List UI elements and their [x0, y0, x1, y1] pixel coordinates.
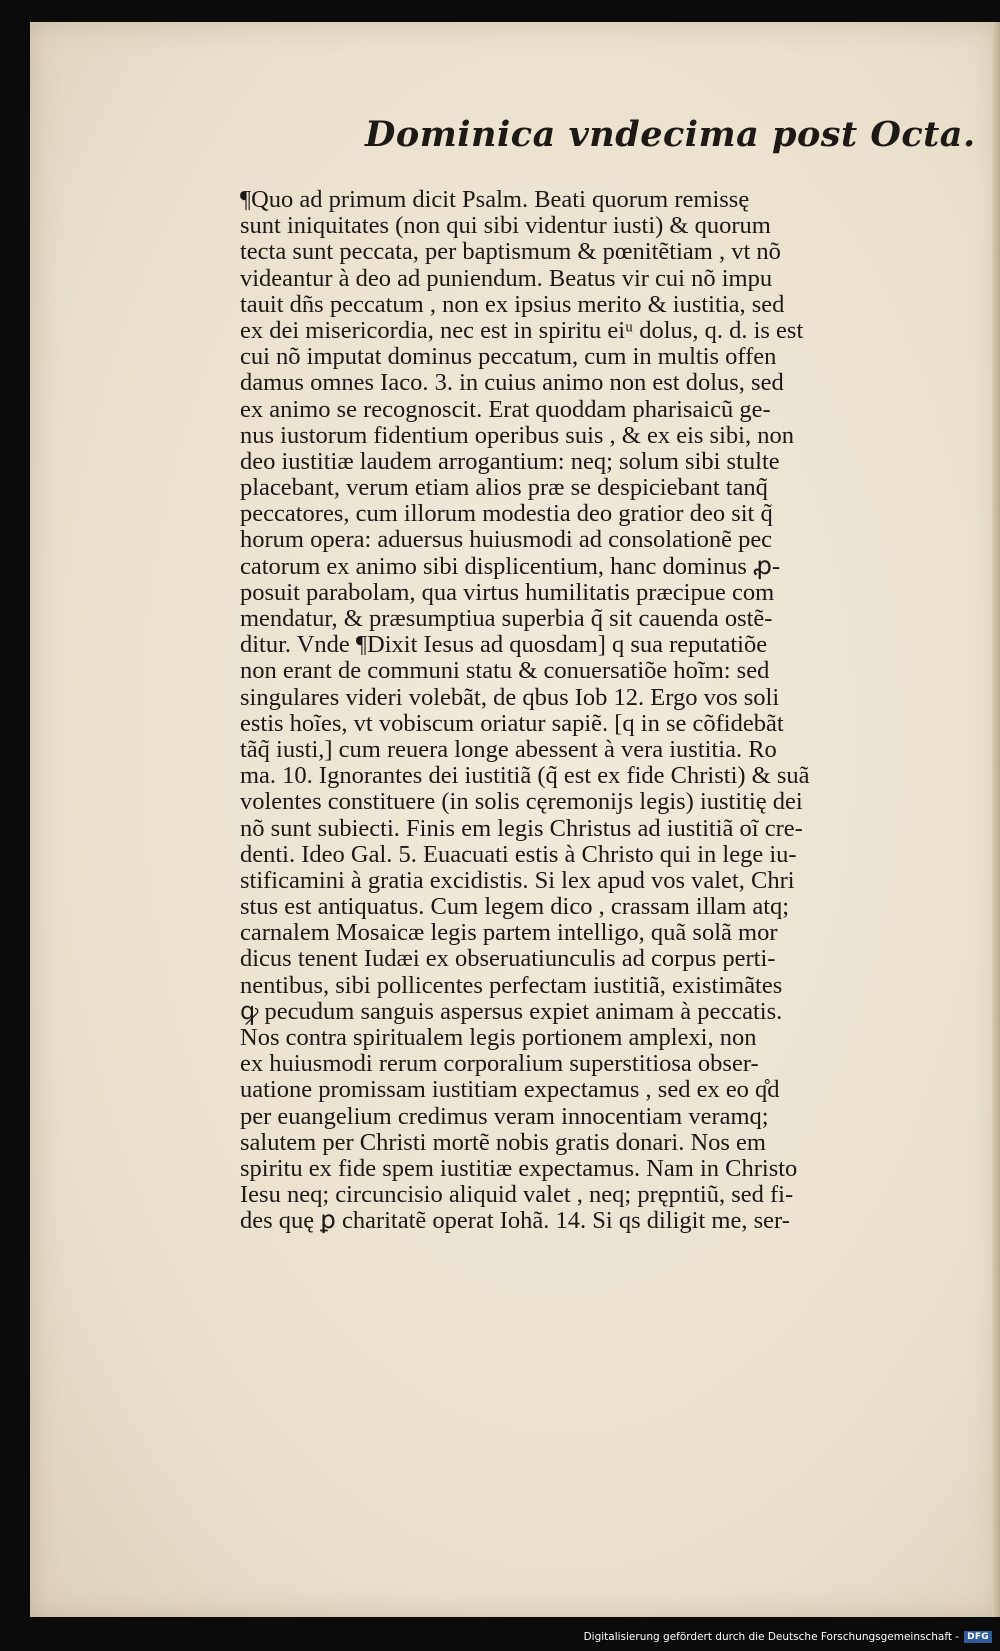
text-line: nentibus, sibi pollicentes perfectam iustitiã, existimãtes	[240, 972, 783, 999]
text-line: des quę ꝑ charitatẽ operat Iohã. 14. Si qs diligit me, ser-	[240, 1208, 790, 1235]
text-line: ꝙ pecudum sanguis aspersus expiet animam à peccatis.	[240, 998, 783, 1025]
text-line: uatione promissam iustitiam expectamus , sed ex eo q̊d	[240, 1077, 780, 1104]
text-line: salutem per Christi mortẽ nobis gratis donari. Nos em	[240, 1129, 766, 1156]
text-line: ex huiusmodi rerum corporalium superstitiosa obser-	[240, 1051, 759, 1078]
text-line: ditur. Vnde ¶Dixit Iesus ad quosdam] q sua reputatiõe	[240, 632, 768, 659]
text-line: ma. 10. Ignorantes dei iustitiã (q̃ est ex fide Christi) & suã	[240, 763, 810, 790]
text-line: spiritu ex fide spem iustitiæ expectamus. Nam in Christo	[240, 1155, 798, 1182]
text-line: volentes constituere (in solis cęremonijs legis) iustitię dei	[240, 789, 803, 816]
text-line: tecta sunt peccata, per baptismum & pœnitẽtiam , vt nõ	[240, 239, 781, 266]
text-line: catorum ex animo sibi displicentium, hanc dominus ꝓ-	[240, 553, 781, 580]
text-line: non erant de communi statu & conuersatiõe hoĩm: sed	[240, 658, 770, 685]
text-line: nus iustorum fidentium operibus suis , & ex eis sibi, non	[240, 422, 794, 449]
text-line: cui nõ imputat dominus peccatum, cum in multis offen	[240, 344, 777, 371]
text-line: estis hoĩes, vt vobiscum oriatur sapiẽ. [q in se cõfidebãt	[240, 710, 784, 737]
text-line: ex dei misericordia, nec est in spiritu eiᵘ dolus, q. d. is est	[240, 317, 804, 344]
text-line: ¶Quo ad primum dicit Psalm. Beati quorum remissę	[240, 187, 750, 213]
text-line: dicus tenent Iudæi ex obseruatiunculis ad corpus perti-	[240, 946, 776, 973]
text-line: singulares videri volebãt, de qbus Iob 12. Ergo vos soli	[240, 684, 780, 711]
running-header: Dominica vndecima post Octa.	[365, 114, 976, 155]
body-text	[240, 187, 970, 1235]
text-line: nõ sunt subiecti. Finis em legis Christus ad iustitiã oĩ cre-	[240, 815, 803, 842]
text-line: tãq̃ iusti,] cum reuera longe abessent à vera iustitia. Ro	[240, 736, 777, 763]
credit-text: Digitalisierung gefördert durch die Deutsche Forschungsgemeinschaft -	[583, 1631, 960, 1643]
footer-credit	[584, 1627, 992, 1647]
dfg-logo: DFG	[964, 1631, 992, 1643]
text-line: carnalem Mosaicæ legis partem intelligo, quã solã mor	[240, 920, 778, 947]
text-line: damus omnes Iaco. 3. in cuius animo non est dolus, sed	[240, 370, 784, 397]
text-line: per euangelium credimus veram innocentiam veramq;	[240, 1103, 769, 1130]
book-page	[30, 22, 1000, 1617]
text-line: deo iustitiæ laudem arrogantium: neq; solum sibi stulte	[240, 448, 780, 475]
text-line: peccatores, cum illorum modestia deo gratior deo sit q̃	[240, 501, 773, 528]
text-line: denti. Ideo Gal. 5. Euacuati estis à Christo qui in lege iu-	[240, 841, 797, 868]
text-line: horum opera: aduersus huiusmodi ad consolationẽ pec	[240, 527, 773, 554]
text-line: ex animo se recognoscit. Erat quoddam pharisaicũ ge-	[240, 396, 771, 423]
text-line: Nos contra spiritualem legis portionem amplexi, non	[240, 1025, 757, 1051]
text-line: mendatur, & præsumptiua superbia q̃ sit cauenda ostẽ-	[240, 606, 773, 632]
text-line: sunt iniquitates (non qui sibi videntur iusti) & quorum	[240, 213, 771, 240]
text-line: stus est antiquatus. Cum legem dico , crassam illam atq;	[240, 894, 790, 921]
text-line: Iesu neq; circuncisio aliquid valet , neq; prępntiũ, sed fi-	[240, 1182, 794, 1209]
page-edge	[992, 22, 1000, 1617]
text-line: placebant, verum etiam alios præ se despiciebant tanq̃	[240, 475, 768, 502]
text-line: tauit dñs peccatum , non ex ipsius merito & iustitia, sed	[240, 291, 785, 318]
text-line: stificamini à gratia excidistis. Si lex apud vos valet, Chri	[240, 867, 795, 894]
text-line: videantur à deo ad puniendum. Beatus vir cui nõ impu	[240, 265, 773, 292]
text-line: posuit parabolam, qua virtus humilitatis præcipue com	[240, 579, 775, 606]
